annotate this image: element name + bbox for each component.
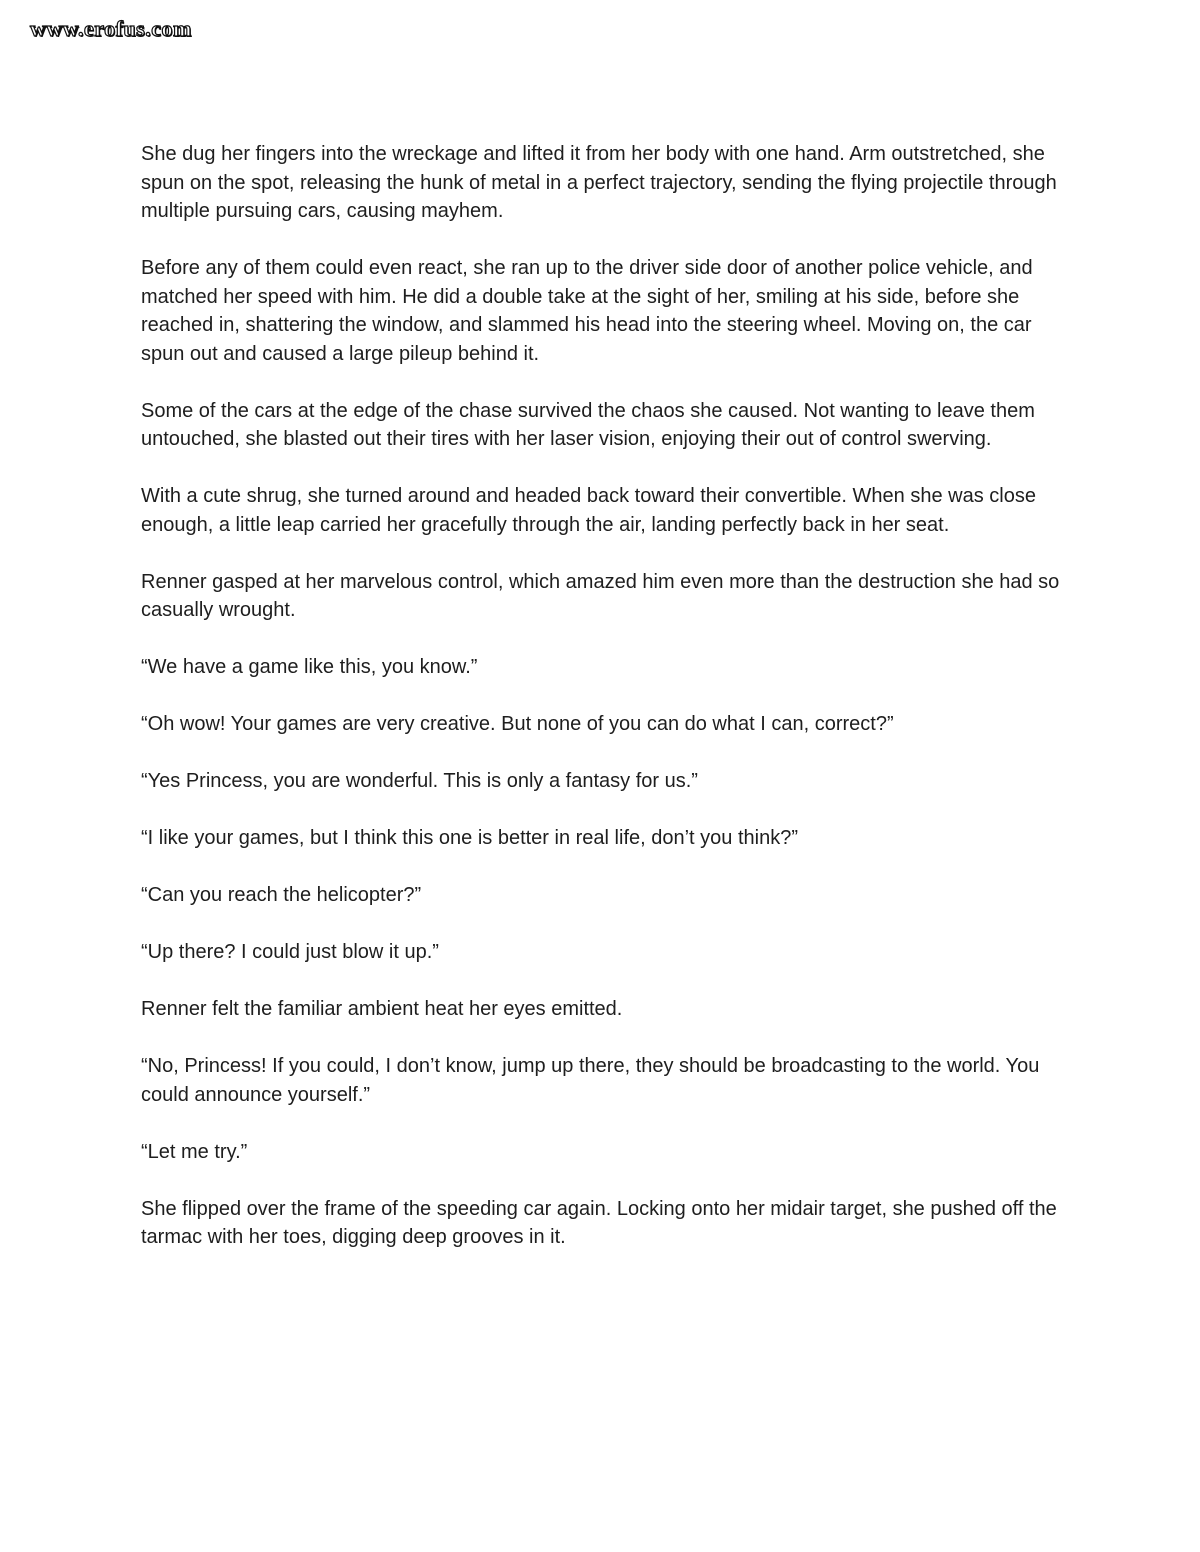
dialogue-line-1: “We have a game like this, you know.” [141,656,478,678]
paragraph-3: Some of the cars at the edge of the chase survived the chaos she caused. Not wanting to leave them untouched, she blasted out their tires with her laser vision, enjoying their out of control swerving. [141,399,1035,450]
dialogue-line-5: “Can you reach the helicopter?” [141,884,422,906]
document-body [141,140,1071,1280]
dialogue-line-6: “Up there? I could just blow it up.” [141,941,439,963]
paragraph-2: Before any of them could even react, she ran up to the driver side door of another police vehicle, and matched her speed with him. He did a double take at the sight of her, smiling at his side, before she reached in, shattering the window, and slammed his head into the steering wheel. Moving on, the car spun out and caused a large pileup behind it. [141,257,1033,365]
paragraph-5: Renner gasped at her marvelous control, which amazed him even more than the destruction she had so casually wrought. [141,570,1060,621]
dialogue-line-8: “Let me try.” [141,1140,248,1163]
dialogue-line-3: “Yes Princess, you are wonderful. This is only a fantasy for us.” [141,770,698,792]
paragraph-12: Renner felt the familiar ambient heat her eyes emitted. [141,998,623,1020]
dialogue-line-7: “No, Princess! If you could, I don’t know, jump up there, they should be broadcasting to the world. You could announce yourself.” [141,1055,1040,1106]
site-watermark: www.erofus.com [30,16,192,41]
paragraph-4: With a cute shrug, she turned around and headed back toward their convertible. When she was close enough, a little leap carried her gracefully through the air, landing perfectly back in her seat. [141,485,1036,536]
paragraph-15: She flipped over the frame of the speeding car again. Locking onto her midair target, she pushed off the tarmac with her toes, digging deep grooves in it. [141,1197,1057,1248]
dialogue-line-2: “Oh wow! Your games are very creative. But none of you can do what I can, correct?” [141,713,894,735]
dialogue-line-4: “I like your games, but I think this one is better in real life, don’t you think?” [141,827,798,849]
paragraph-1: She dug her fingers into the wreckage and lifted it from her body with one hand. Arm outstretched, she spun on the spot, releasing the hunk of metal in a perfect trajectory, sending the flying projectile through multiple pursuing cars, causing mayhem. [141,143,1057,222]
